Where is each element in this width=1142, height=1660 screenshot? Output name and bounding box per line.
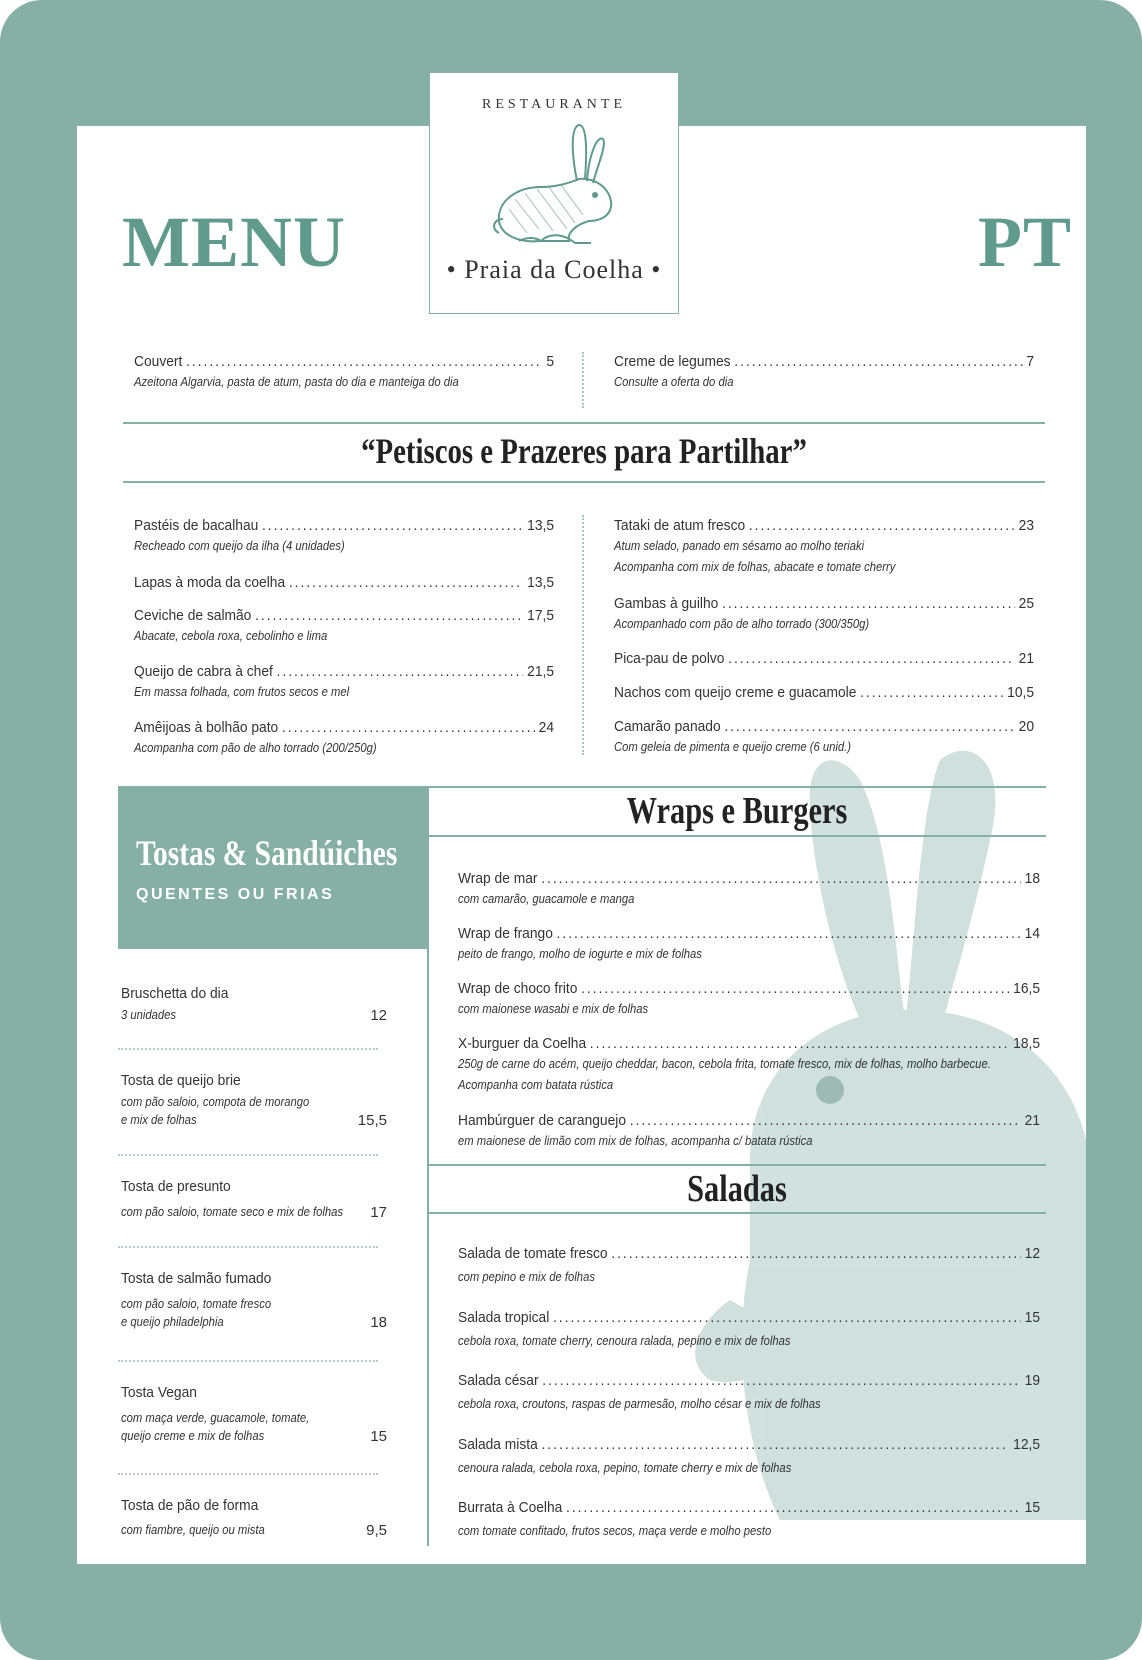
menu-item-salada xyxy=(458,1245,1040,1286)
menu-item-salada xyxy=(458,1499,1040,1540)
menu-item-ameijoas xyxy=(134,719,554,757)
item-name: Nachos com queijo creme e guacamole xyxy=(614,684,857,701)
menu-item-burger xyxy=(458,1112,1040,1150)
item-price: 12,5 xyxy=(1013,1436,1041,1453)
item-price: 20 xyxy=(1018,718,1035,735)
item-price: 25 xyxy=(1018,595,1035,612)
item-description: com maça verde, guacamole, tomate, queijo creme e mix de folhas xyxy=(121,1411,310,1444)
item-price: 18 xyxy=(370,1314,387,1332)
item-description: cebola roxa, tomate cherry, cenoura ralada, pepino e mix de folhas xyxy=(458,1334,791,1348)
item-name: Pica-pau de polvo xyxy=(614,650,725,667)
item-price: 16,5 xyxy=(1013,980,1041,997)
item-name: Tosta Vegan xyxy=(121,1384,197,1401)
menu-item-tataki xyxy=(614,517,1034,576)
item-name: Salada césar xyxy=(458,1372,539,1389)
tosta-item xyxy=(121,1178,387,1221)
item-description: 3 unidades xyxy=(121,1008,177,1022)
item-description: com tomate confitado, frutos secos, maça verde e molho pesto xyxy=(458,1524,772,1538)
menu-item-wrap xyxy=(458,980,1040,1018)
item-name: Tosta de pão de forma xyxy=(121,1497,259,1514)
item-name: Amêijoas à bolhão pato xyxy=(134,719,279,736)
menu-item-pica-pau xyxy=(614,650,1034,667)
item-name: Hambúrguer de caranguejo xyxy=(458,1112,627,1129)
item-price: 13,5 xyxy=(527,517,555,534)
item-separator xyxy=(118,1360,378,1362)
item-price: 5 xyxy=(546,353,555,370)
menu-item-couvert xyxy=(134,353,554,391)
item-price: 18,5 xyxy=(1013,1035,1041,1052)
item-price: 12 xyxy=(370,1007,387,1025)
menu-item-wrap xyxy=(458,925,1040,963)
logo-pretitle: RESTAURANTE xyxy=(482,97,626,112)
item-price: 9,5 xyxy=(366,1522,387,1540)
divider-rule xyxy=(123,422,1045,424)
item-description: Azeitona Algarvia, pasta de atum, pasta do dia e manteiga do dia xyxy=(134,375,459,389)
item-description: Acompanha com pão de alho torrado (200/250g) xyxy=(134,741,377,755)
tostas-subtitle: QUENTES OU FRIAS xyxy=(136,886,335,903)
item-price: 14 xyxy=(1024,925,1041,942)
item-separator xyxy=(118,1154,378,1156)
tosta-item xyxy=(121,1497,387,1539)
column-divider xyxy=(427,786,429,1546)
menu-item-camarao-panado xyxy=(614,718,1034,756)
restaurant-logo xyxy=(429,72,679,314)
saladas-title: Saladas xyxy=(687,1168,787,1210)
item-name: Ceviche de salmão xyxy=(134,607,252,624)
item-name: Couvert xyxy=(134,353,183,370)
item-name: X-burguer da Coelha xyxy=(458,1035,587,1052)
item-name: Salada de tomate fresco xyxy=(458,1245,608,1262)
item-name: Camarão panado xyxy=(614,718,721,735)
menu-item-queijo-de-cabra xyxy=(134,663,554,701)
column-divider xyxy=(582,352,586,408)
tosta-item xyxy=(121,985,387,1024)
item-description: cenoura ralada, cebola roxa, pepino, tomate cherry e mix de folhas xyxy=(458,1461,792,1475)
item-name: Wrap de mar xyxy=(458,870,538,887)
item-price: 15 xyxy=(1024,1499,1041,1516)
petiscos-title: “Petiscos e Prazeres para Partilhar” xyxy=(361,431,807,471)
item-price: 21 xyxy=(1018,650,1035,667)
item-description: com camarão, guacamole e manga xyxy=(458,892,635,906)
item-description: com pão saloio, compota de morango e mix de folhas xyxy=(121,1095,310,1128)
item-name: Bruschetta do dia xyxy=(121,985,229,1002)
wraps-title: Wraps e Burgers xyxy=(626,790,848,832)
divider-rule xyxy=(428,835,1046,837)
menu-item-creme-de-legumes xyxy=(614,353,1034,391)
item-name: Pastéis de bacalhau xyxy=(134,517,259,534)
item-name: Salada mista xyxy=(458,1436,538,1453)
item-name: Tosta de queijo brie xyxy=(121,1072,241,1089)
item-price: 23 xyxy=(1018,517,1035,534)
item-description: cebola roxa, croutons, raspas de parmesão, molho césar e mix de folhas xyxy=(458,1397,821,1411)
item-description: Recheado com queijo da ilha (4 unidades) xyxy=(134,539,345,553)
menu-item-salada xyxy=(458,1436,1040,1477)
item-description: Com geleia de pimenta e queijo creme (6 unid.) xyxy=(614,740,852,754)
menu-item-wrap xyxy=(458,870,1040,908)
tostas-header-panel xyxy=(118,786,427,949)
item-separator xyxy=(118,1048,378,1050)
item-price: 12 xyxy=(1024,1245,1041,1262)
item-price: 21,5 xyxy=(527,663,555,680)
item-description: Acompanhado com pão de alho torrado (300/350g) xyxy=(614,617,870,631)
item-name: Tosta de salmão fumado xyxy=(121,1270,272,1287)
menu-item-burger xyxy=(458,1035,1040,1094)
menu-item-gambas xyxy=(614,595,1034,633)
divider-rule xyxy=(428,1212,1046,1214)
divider-rule xyxy=(428,1164,1046,1166)
item-description: com pão saloio, tomate fresco e queijo philadelphia xyxy=(121,1297,272,1330)
item-name: Wrap de choco frito xyxy=(458,980,578,997)
divider-rule xyxy=(123,481,1045,483)
item-description: peito de frango, molho de iogurte e mix de folhas xyxy=(458,947,702,961)
item-separator xyxy=(118,1473,378,1475)
menu-item-salada xyxy=(458,1372,1040,1413)
item-name: Tataki de atum fresco xyxy=(614,517,746,534)
item-description: em maionese de limão com mix de folhas, acompanha c/ batata rústica xyxy=(458,1134,813,1148)
item-price: 15,5 xyxy=(357,1112,387,1130)
item-description: Consulte a oferta do dia xyxy=(614,375,734,389)
item-name: Salada tropical xyxy=(458,1309,550,1326)
item-description: Acompanha com batata rústica xyxy=(458,1078,614,1093)
item-description: Atum selado, panado em sésamo ao molho teriaki xyxy=(614,539,865,553)
menu-item-lapas xyxy=(134,574,554,591)
item-separator xyxy=(118,1246,378,1248)
item-name: Queijo de cabra à chef xyxy=(134,663,273,680)
item-name: Burrata à Coelha xyxy=(458,1499,563,1516)
item-price: 15 xyxy=(370,1428,387,1446)
divider-rule xyxy=(428,786,1046,788)
item-name: Tosta de presunto xyxy=(121,1178,231,1195)
item-price: 17 xyxy=(370,1204,387,1222)
item-price: 10,5 xyxy=(1007,684,1035,701)
item-name: Wrap de frango xyxy=(458,925,553,942)
item-price: 18 xyxy=(1024,870,1041,887)
menu-item-ceviche xyxy=(134,607,554,645)
item-description: 250g de carne do acém, queijo cheddar, bacon, cebola frita, tomate fresco, mix de folhas, molho barbecue. xyxy=(458,1057,991,1071)
tostas-title: Tostas & Sandúiches xyxy=(136,833,398,873)
item-description: Em massa folhada, com frutos secos e mel xyxy=(134,685,350,699)
item-price: 17,5 xyxy=(527,607,555,624)
tosta-item xyxy=(121,1072,387,1129)
item-description: com pão saloio, tomate seco e mix de folhas xyxy=(121,1205,343,1219)
menu-item-salada xyxy=(458,1309,1040,1350)
item-description: Abacate, cebola roxa, cebolinho e lima xyxy=(134,629,328,643)
logo-restaurant-name: • Praia da Coelha • xyxy=(446,255,662,284)
item-price: 15 xyxy=(1024,1309,1041,1326)
item-name: Gambas à guilho xyxy=(614,595,719,612)
item-description: com fiambre, queijo ou mista xyxy=(121,1523,265,1537)
item-price: 21 xyxy=(1024,1112,1041,1129)
rabbit-icon xyxy=(479,121,629,251)
menu-item-nachos xyxy=(614,684,1034,701)
item-price: 19 xyxy=(1024,1372,1041,1389)
tosta-item xyxy=(121,1270,387,1331)
item-price: 7 xyxy=(1026,353,1035,370)
menu-item-pasteis-de-bacalhau xyxy=(134,517,554,555)
item-price: 24 xyxy=(538,719,555,736)
language-heading: PT xyxy=(978,202,1073,282)
item-name: Lapas à moda da coelha xyxy=(134,574,286,591)
item-description: com pepino e mix de folhas xyxy=(458,1270,595,1284)
item-description: com maionese wasabi e mix de folhas xyxy=(458,1002,649,1016)
tosta-item xyxy=(121,1384,387,1445)
item-price: 13,5 xyxy=(527,574,555,591)
item-name: Creme de legumes xyxy=(614,353,731,370)
column-divider xyxy=(582,515,586,755)
menu-heading: MENU xyxy=(122,202,346,282)
item-description: Acompanha com mix de folhas, abacate e tomate cherry xyxy=(614,560,896,575)
